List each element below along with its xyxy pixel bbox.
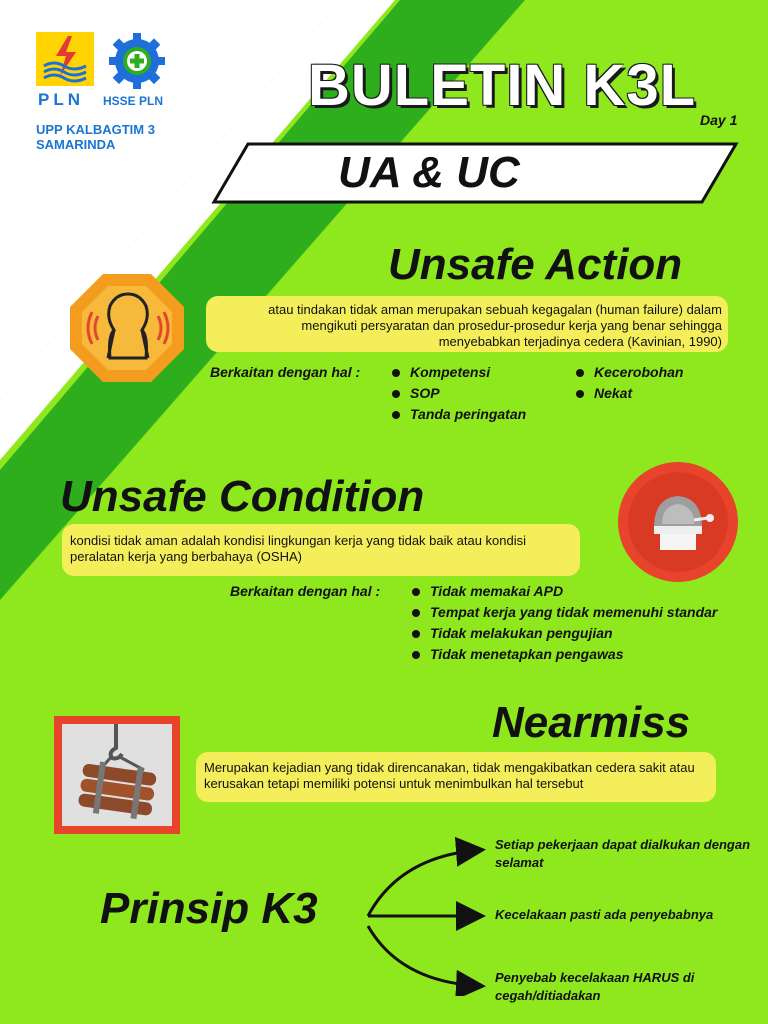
bulletin-title: BULETIN K3L [308, 53, 696, 118]
list-item: Nekat [574, 385, 683, 406]
list-item: SOP [390, 385, 526, 406]
unsafe-action-list-1 [390, 364, 526, 427]
unsafe-action-list-label: Berkaitan dengan hal : [210, 364, 361, 380]
edition-label: Day 1 [700, 112, 738, 128]
prinsip-heading: Prinsip K3 [100, 884, 318, 933]
list-item: Tanda peringatan [390, 406, 526, 427]
nearmiss-description: Merupakan kejadian yang tidak direncanakan, tidak mengakibatkan cedera sakit atau kerusakan tetapi memiliki potensi untuk menimbulkan hal tersebut [196, 752, 716, 802]
hsse-logo [105, 32, 169, 90]
unsafe-condition-heading: Unsafe Condition [60, 472, 425, 521]
unsafe-action-list-2 [574, 364, 683, 406]
unit-name-line2: SAMARINDA [36, 137, 116, 152]
unsafe-action-description: atau tindakan tidak aman merupakan sebuah kegagalan (human failure) dalam mengikuti persyaratan dan prosedur-prosedur kerja yang benar sehingga menyebabkan terjadinya cedera (Kavinian, 1990) [206, 296, 728, 352]
unsafe-action-heading: Unsafe Action [388, 240, 683, 289]
nearmiss-heading: Nearmiss [492, 698, 691, 747]
pln-logo-text: PLN [38, 90, 84, 109]
list-item: Tidak menetapkan pengawas [410, 646, 717, 667]
person-alert-icon [68, 272, 186, 384]
list-item: Kecerobohan [574, 364, 683, 385]
unsafe-condition-description: kondisi tidak aman adalah kondisi lingkungan kerja yang tidak baik atau kondisi peralatan kerja yang berbahaya (OSHA) [62, 524, 580, 576]
principle-3: Penyebab kecelakaan HARUS di cegah/ditiadakan [495, 970, 695, 1003]
pln-lightning-icon [36, 32, 94, 86]
alarm-bell-icon [614, 462, 742, 582]
list-item: Tidak melakukan pengujian [410, 625, 717, 646]
list-item: Kompetensi [390, 364, 526, 385]
unsafe-condition-list [410, 583, 717, 667]
falling-load-icon [52, 714, 182, 836]
unit-name-line1: UPP KALBAGTIM 3 [36, 122, 155, 137]
principle-1: Setiap pekerjaan dapat dialkukan dengan selamat [495, 837, 751, 870]
hsse-logo-text: HSSE PLN [103, 94, 164, 108]
list-item: Tempat kerja yang tidak memenuhi standar [410, 604, 717, 625]
principle-arrows [360, 836, 490, 996]
principle-2: Kecelakaan pasti ada penyebabnya [495, 907, 714, 922]
pln-logo [36, 32, 94, 86]
list-item: Tidak memakai APD [410, 583, 717, 604]
gear-cross-icon [105, 32, 169, 90]
banner-title: UA & UC [338, 148, 520, 197]
unsafe-condition-list-label: Berkaitan dengan hal : [230, 583, 381, 599]
